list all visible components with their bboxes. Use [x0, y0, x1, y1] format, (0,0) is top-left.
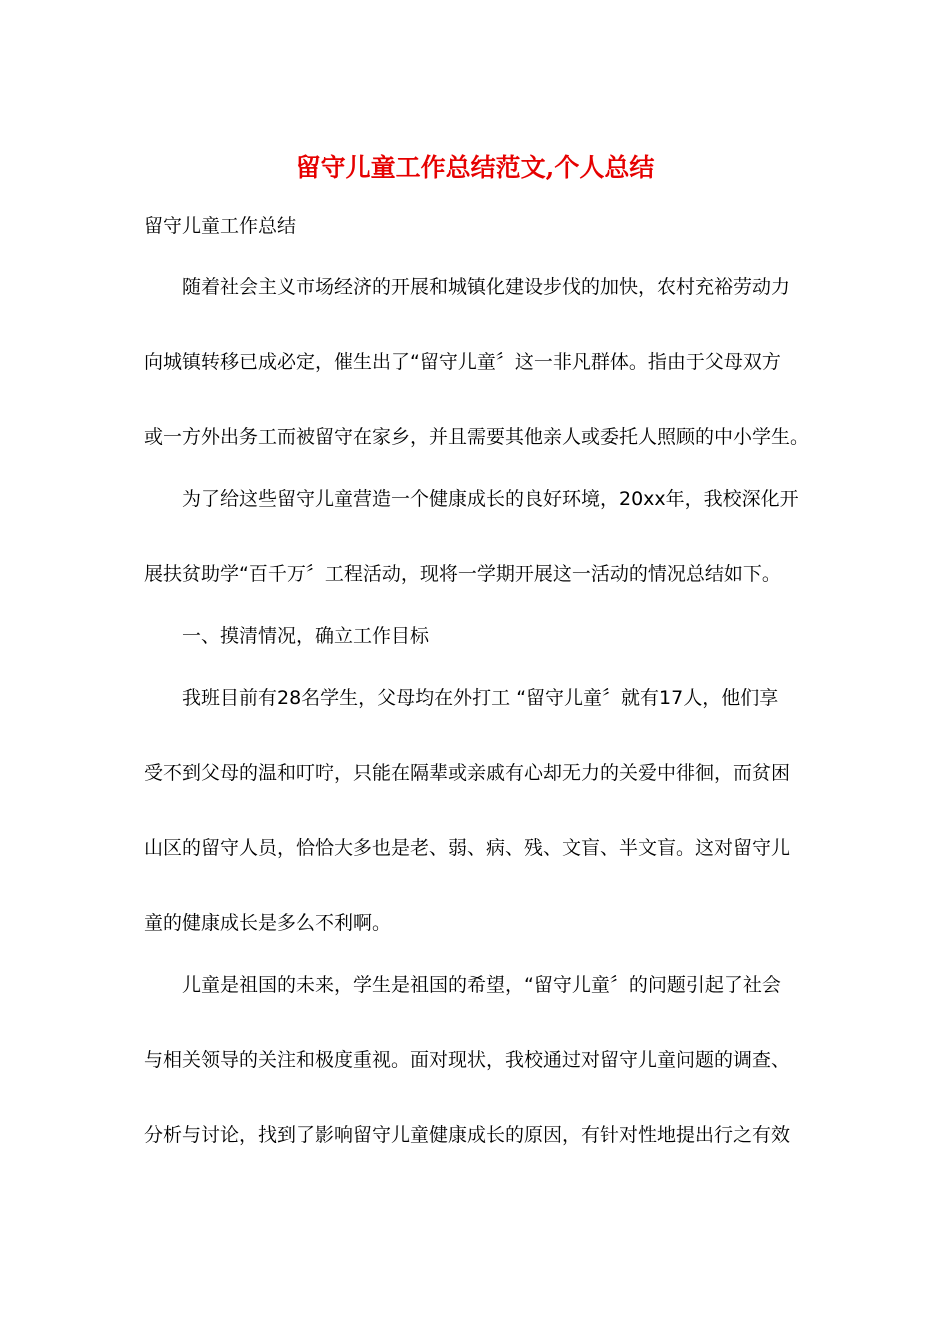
- body-line: 受不到父母的温和叮咛，只能在隔辈或亲戚有心却无力的关爱中徘徊，而贫困: [144, 762, 791, 784]
- body-line: 山区的留守人员，恰恰大多也是老、弱、病、残、文盲、半文盲。这对留守儿: [144, 837, 791, 859]
- section-heading: 留守儿童工作总结: [144, 215, 297, 237]
- body-line: 展扶贫助学“百千万〞工程活动，现将一学期开展这一活动的情况总结如下。: [144, 563, 781, 585]
- body-line: 与相关领导的关注和极度重视。面对现状，我校通过对留守儿童问题的调查、: [144, 1049, 791, 1071]
- body-line: 分析与讨论，找到了影响留守儿童健康成长的原因，有针对性地提出行之有效: [144, 1124, 791, 1146]
- document-title: 留守儿童工作总结范文,个人总结: [295, 153, 655, 182]
- body-line: 随着社会主义市场经济的开展和城镇化建设步伐的加快，农村充裕劳动力: [182, 276, 791, 298]
- body-line: 为了给这些留守儿童营造一个健康成长的良好环境，20xx年，我校深化开: [182, 488, 799, 510]
- body-line: 我班目前有28名学生，父母均在外打工 “留守儿童〞就有17人，他们享: [182, 687, 779, 709]
- body-line: 或一方外出务工而被留守在家乡，并且需要其他亲人或委托人照顾的中小学生。: [144, 426, 810, 448]
- body-line: 童的健康成长是多么不利啊。: [144, 912, 392, 934]
- section-heading-one: 一、摸清情况，确立工作目标: [182, 625, 430, 647]
- body-line: 儿童是祖国的未来，学生是祖国的希望，“留守儿童〞的问题引起了社会: [182, 974, 781, 996]
- body-line: 向城镇转移已成必定，催生出了“留守儿童〞这一非凡群体。指由于父母双方: [144, 351, 781, 373]
